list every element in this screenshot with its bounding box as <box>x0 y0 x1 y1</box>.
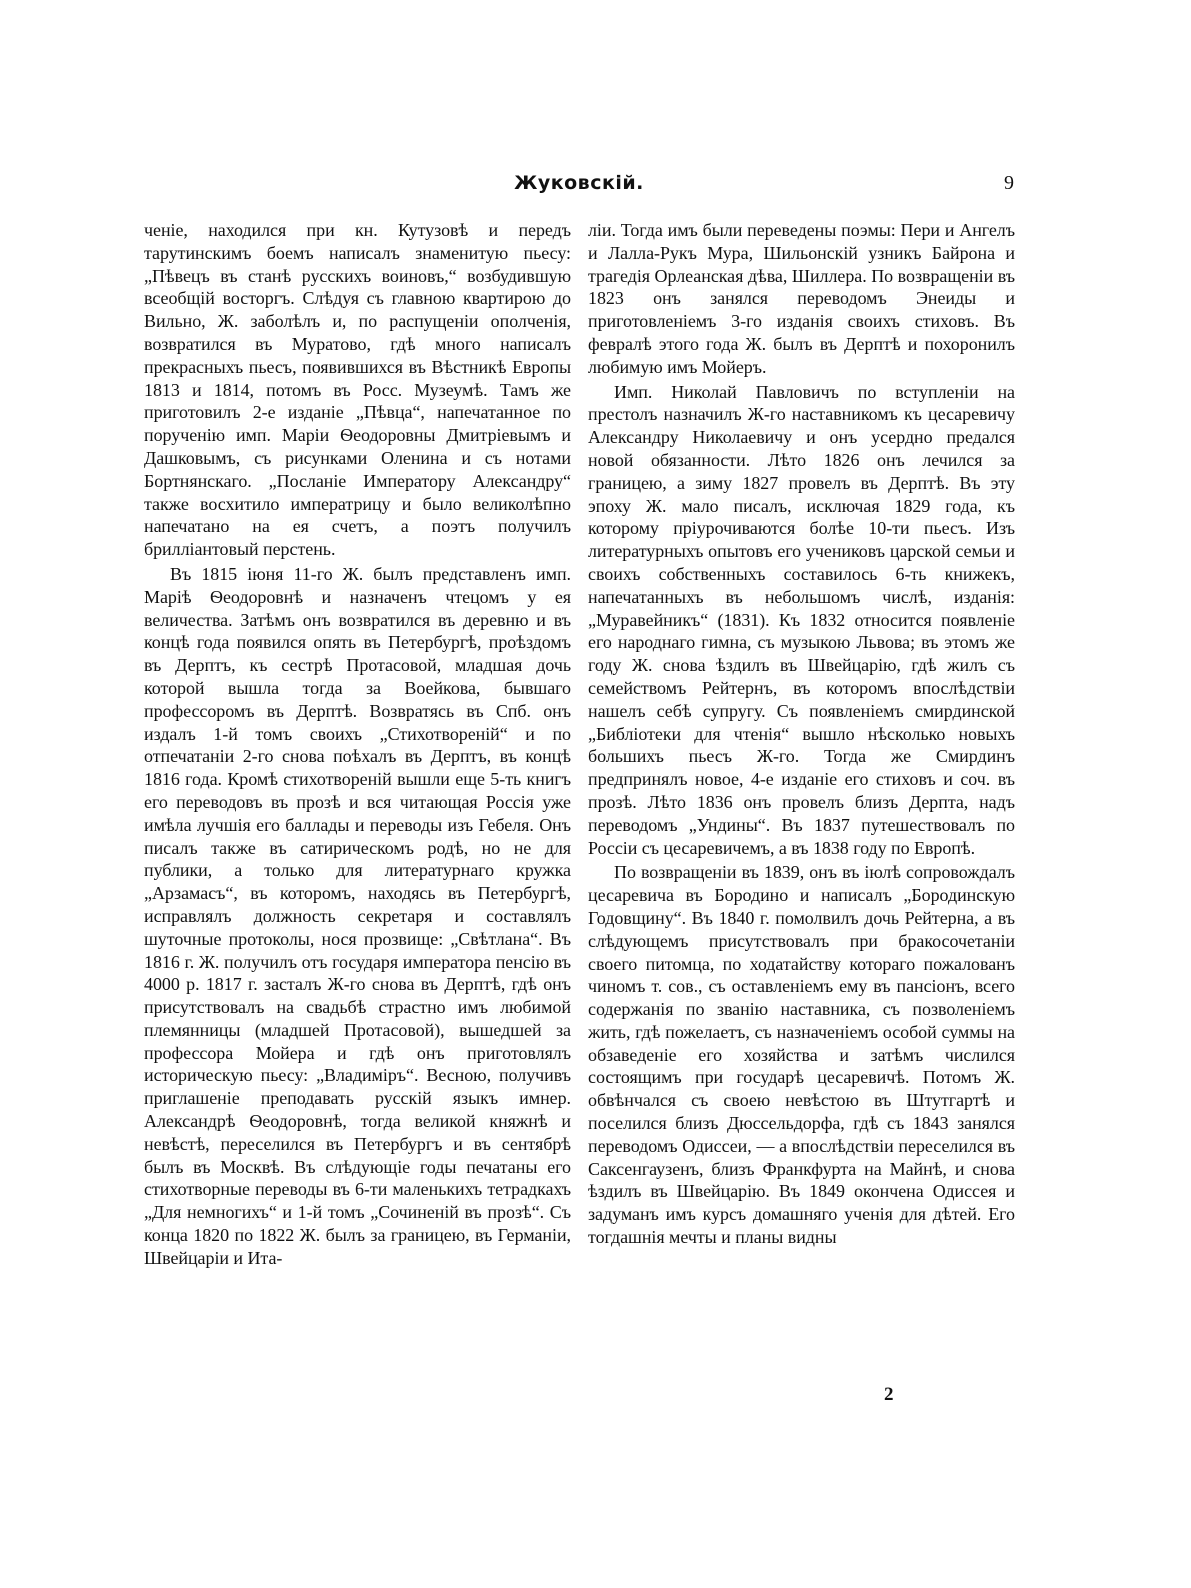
page-number: 9 <box>1004 172 1014 194</box>
running-title: Жуковскій. <box>514 172 644 194</box>
signature-mark: 2 <box>884 1384 894 1405</box>
paragraph: По возвращеніи въ 1839, онъ въ іюлѣ сопровождалъ цесаревича въ Бородино и написалъ „Бородинскую Годовщину“. Въ 1840 г. помолвилъ дочь Рейтерна, а въ слѣдующемъ присутствовалъ при бракосочетаніи своего питомца, по ходатайству котораго пожалованъ чиномъ т. сов., съ оставленіемъ ему въ пансіонъ, всего содержанія по званію наставника, съ позволеніемъ жить, гдѣ пожелаетъ, съ назначеніемъ особой суммы на обзаведеніе его хозяйства и затѣмъ числился состоящимъ при государѣ цесаревичѣ. Потомъ Ж. обвѣнчался съ своею невѣстою въ Штутгартѣ и поселился близъ Дюссельдорфа, гдѣ съ 1843 занялся переводомъ Одиссеи, — а впослѣдствіи переселился въ Саксенгаузенъ, близъ Франкфурта на Майнѣ, и снова ѣздилъ въ Швейцарію. Въ 1849 окончена Одиссея и задуманъ имъ курсъ домашняго ученія для дѣтей. Его тогдашнія мечты и планы видны <box>588 862 1015 1248</box>
paragraph: Въ 1815 іюня 11-го Ж. былъ представленъ имп. Маріѣ Ѳеодоровнѣ и назначенъ чтецомъ у ея величества. Затѣмъ онъ возвратился въ деревню и въ концѣ года появился опять въ Петербургѣ, проѣздомъ въ Дерптъ, къ сестрѣ Протасовой, младшая дочь которой вышла тогда за Воейкова, бывшаго профессоромъ въ Дерптѣ. Возвратясь въ Спб. онъ издалъ 1-й томъ своихъ „Стихотвореній“ и по отпечатаніи 2-го снова поѣхалъ въ Дерптъ, въ концѣ 1816 года. Кромѣ стихотвореній вышли еще 5-ть книгъ его переводовъ въ прозѣ и вся читающая Россія уже имѣла лучшія его баллады и переводы изъ Гебеля. Онъ писалъ также въ сатирическомъ родѣ, но не для публики, а только для литературнаго кружка „Арзамасъ“, въ которомъ, находясь въ Петербургѣ, исправлялъ должность секретаря и составлялъ шуточные протоколы, нося прозвище: „Свѣтлана“. Въ 1816 г. Ж. получилъ отъ государя императора пенсію въ 4000 р. 1817 г. засталъ Ж-го снова въ Дерптѣ, гдѣ онъ присутствовалъ на свадьбѣ страстно имъ любимой племянницы (младшей Протасовой), вышедшей за профессора Мойера и гдѣ онъ приготовлялъ историческую пьесу: „Владиміръ“. Весною, получивъ приглашеніе преподавать русскій языкъ имнер. Александрѣ Ѳеодоровнѣ, тогда великой княжнѣ и невѣстѣ, переселился въ Петербургъ и въ сентябрѣ былъ въ Москвѣ. Въ слѣдующіе годы печатаны его стихотворные переводы въ 6-ти маленькихъ тетрадкахъ „Для немногихъ“ и 1-й томъ „Сочиненій въ прозѣ“. Съ конца 1820 по 1822 Ж. былъ за границею, въ Германіи, Швейцаріи и Ита- <box>144 563 571 1268</box>
paragraph: Имп. Николай Павловичъ по вступленіи на престолъ назначилъ Ж-го наставникомъ къ цесаревичу Александру Николаевичу и онъ усердно предался новой обязанности. Лѣто 1826 онъ лечился за границею, а зиму 1827 провелъ въ Дерптѣ. Въ эту эпоху Ж. мало писалъ, исключая 1829 года, къ которому пріурочиваются болѣе 10-ти пьесъ. Изъ литературныхъ опытовъ его учениковъ царской семьи и своихъ собственныхъ составилось 6-ть книжекъ, напечатанныхъ въ небольшомъ числѣ, изданія: „Муравейникъ“ (1831). Къ 1832 относится появленіе его народнаго гимна, съ музыкою Львова; въ этомъ же году Ж. снова ѣздилъ въ Швейцарію, гдѣ жилъ съ семействомъ Рейтернъ, въ которомъ впослѣдствіи нашелъ себѣ супругу. Съ появленіемъ смирдинской „Библіотеки для чтенія“ вышло нѣсколько новыхъ большихъ пьесъ Ж-го. Тогда же Смирдинъ предпринялъ новое, 4-е изданіе его стиховъ и соч. въ прозѣ. Лѣто 1836 онъ провелъ близъ Дерпта, надъ переводомъ „Ундины“. Въ 1837 путешествовалъ по Россіи съ цесаревичемъ, а въ 1838 году по Европѣ. <box>588 381 1015 858</box>
paragraph: ліи. Тогда имъ были переведены поэмы: Пери и Ангелъ и Лалла-Рукъ Мура, Шильонскій узникъ Байрона и трагедія Орлеанская дѣва, Шиллера. По возвращеніи въ 1823 онъ занялся переводомъ Энеиды и приготовленіемъ 3-го изданія своихъ стиховъ. Въ февралѣ этого года Ж. былъ въ Дерптѣ и похоронилъ любимую имъ Мойеръ. <box>588 220 1015 377</box>
paragraph: ченіе, находился при кн. Кутузовѣ и передъ тарутинскимъ боемъ написалъ знаменитую пьесу: „Пѣвецъ въ станѣ русскихъ воиновъ,“ возбудившую всеобщій восторгъ. Слѣдуя съ главною квартирою до Вильно, Ж. заболѣлъ и, по распущеніи ополченія, возвратился въ Муратово, гдѣ много написалъ прекрасныхъ пьесъ, появившихся въ Вѣстникѣ Европы 1813 и 1814, потомъ въ Росс. Музеумѣ. Тамъ же приготовилъ 2-е изданіе „Пѣвца“, напечатанное по порученію имп. Маріи Ѳеодоровны Дмитріевымъ и Дашковымъ, съ рисунками Оленина и съ нотами Бортнянскаго. „Посланіе Императору Александру“ также восхитило императрицу и было великолѣпно напечатано на ея счетъ, а поэтъ получилъ брилліантовый перстень. <box>144 220 571 560</box>
page-header <box>144 172 1014 206</box>
right-column <box>588 219 1015 1249</box>
left-column <box>144 219 571 1270</box>
